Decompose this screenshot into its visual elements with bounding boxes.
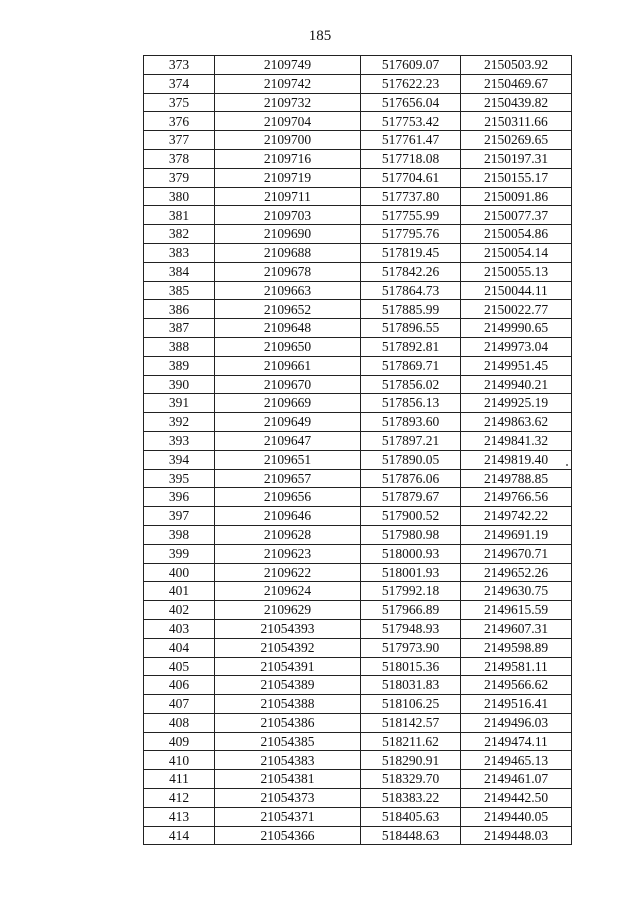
code-cell: 2109703 <box>215 206 361 225</box>
y-coordinate-cell: 2150055.13 <box>461 262 572 281</box>
row-number-cell: 398 <box>144 525 215 544</box>
table-row <box>144 431 572 450</box>
table-row <box>144 337 572 356</box>
row-number-cell: 412 <box>144 789 215 808</box>
code-cell: 2109704 <box>215 112 361 131</box>
y-coordinate-cell: 2149442.50 <box>461 789 572 808</box>
table-row <box>144 243 572 262</box>
table-row <box>144 206 572 225</box>
code-cell: 2109711 <box>215 187 361 206</box>
x-coordinate-cell: 517885.99 <box>361 300 461 319</box>
x-coordinate-cell: 517966.89 <box>361 601 461 620</box>
table-row <box>144 356 572 375</box>
x-coordinate-cell: 517897.21 <box>361 431 461 450</box>
y-coordinate-cell: 2149973.04 <box>461 337 572 356</box>
y-coordinate-cell: 2150269.65 <box>461 131 572 150</box>
row-number-cell: 394 <box>144 450 215 469</box>
code-cell: 2109623 <box>215 544 361 563</box>
code-cell: 2109716 <box>215 149 361 168</box>
row-number-cell: 400 <box>144 563 215 582</box>
y-coordinate-cell: 2150054.14 <box>461 243 572 262</box>
table-row <box>144 826 572 845</box>
row-number-cell: 375 <box>144 93 215 112</box>
x-coordinate-cell: 518383.22 <box>361 789 461 808</box>
table-row <box>144 375 572 394</box>
row-number-cell: 414 <box>144 826 215 845</box>
row-number-cell: 411 <box>144 770 215 789</box>
y-coordinate-cell: 2149841.32 <box>461 431 572 450</box>
x-coordinate-cell: 517869.71 <box>361 356 461 375</box>
code-cell: 21054366 <box>215 826 361 845</box>
x-coordinate-cell: 517656.04 <box>361 93 461 112</box>
row-number-cell: 397 <box>144 507 215 526</box>
row-number-cell: 381 <box>144 206 215 225</box>
row-number-cell: 403 <box>144 619 215 638</box>
row-number-cell: 405 <box>144 657 215 676</box>
y-coordinate-cell: 2150054.86 <box>461 225 572 244</box>
x-coordinate-cell: 517609.07 <box>361 56 461 75</box>
row-number-cell: 378 <box>144 149 215 168</box>
table-row <box>144 751 572 770</box>
table-row <box>144 676 572 695</box>
x-coordinate-cell: 517755.99 <box>361 206 461 225</box>
code-cell: 2109688 <box>215 243 361 262</box>
y-coordinate-cell: 2149819.40 <box>461 450 572 469</box>
x-coordinate-cell: 518015.36 <box>361 657 461 676</box>
y-coordinate-cell: 2150469.67 <box>461 74 572 93</box>
y-coordinate-cell: 2149516.41 <box>461 695 572 714</box>
table-row <box>144 319 572 338</box>
row-number-cell: 390 <box>144 375 215 394</box>
code-cell: 21054386 <box>215 713 361 732</box>
table-row <box>144 281 572 300</box>
row-number-cell: 379 <box>144 168 215 187</box>
stray-mark <box>566 464 568 466</box>
x-coordinate-cell: 518290.91 <box>361 751 461 770</box>
x-coordinate-cell: 518000.93 <box>361 544 461 563</box>
code-cell: 2109651 <box>215 450 361 469</box>
row-number-cell: 384 <box>144 262 215 281</box>
code-cell: 21054388 <box>215 695 361 714</box>
table-row <box>144 225 572 244</box>
x-coordinate-cell: 518405.63 <box>361 807 461 826</box>
x-coordinate-cell: 517753.42 <box>361 112 461 131</box>
x-coordinate-cell: 517704.61 <box>361 168 461 187</box>
y-coordinate-cell: 2149630.75 <box>461 582 572 601</box>
code-cell: 2109622 <box>215 563 361 582</box>
coordinates-table <box>143 55 572 845</box>
table-row <box>144 450 572 469</box>
x-coordinate-cell: 517819.45 <box>361 243 461 262</box>
y-coordinate-cell: 2150311.66 <box>461 112 572 131</box>
table-body <box>144 56 572 845</box>
row-number-cell: 393 <box>144 431 215 450</box>
x-coordinate-cell: 517622.23 <box>361 74 461 93</box>
code-cell: 2109646 <box>215 507 361 526</box>
row-number-cell: 391 <box>144 394 215 413</box>
x-coordinate-cell: 517973.90 <box>361 638 461 657</box>
y-coordinate-cell: 2149990.65 <box>461 319 572 338</box>
code-cell: 2109749 <box>215 56 361 75</box>
code-cell: 2109628 <box>215 525 361 544</box>
y-coordinate-cell: 2150155.17 <box>461 168 572 187</box>
x-coordinate-cell: 517948.93 <box>361 619 461 638</box>
x-coordinate-cell: 518448.63 <box>361 826 461 845</box>
y-coordinate-cell: 2149440.05 <box>461 807 572 826</box>
x-coordinate-cell: 517879.67 <box>361 488 461 507</box>
code-cell: 2109624 <box>215 582 361 601</box>
y-coordinate-cell: 2149496.03 <box>461 713 572 732</box>
code-cell: 2109657 <box>215 469 361 488</box>
row-number-cell: 377 <box>144 131 215 150</box>
y-coordinate-cell: 2149607.31 <box>461 619 572 638</box>
y-coordinate-cell: 2149766.56 <box>461 488 572 507</box>
y-coordinate-cell: 2149788.85 <box>461 469 572 488</box>
x-coordinate-cell: 517890.05 <box>361 450 461 469</box>
code-cell: 2109650 <box>215 337 361 356</box>
code-cell: 2109647 <box>215 431 361 450</box>
table-row <box>144 544 572 563</box>
row-number-cell: 387 <box>144 319 215 338</box>
table-row <box>144 469 572 488</box>
code-cell: 2109648 <box>215 319 361 338</box>
code-cell: 2109629 <box>215 601 361 620</box>
code-cell: 2109652 <box>215 300 361 319</box>
x-coordinate-cell: 518106.25 <box>361 695 461 714</box>
table-row <box>144 507 572 526</box>
table-row <box>144 488 572 507</box>
code-cell: 2109700 <box>215 131 361 150</box>
row-number-cell: 376 <box>144 112 215 131</box>
y-coordinate-cell: 2149581.11 <box>461 657 572 676</box>
x-coordinate-cell: 518142.57 <box>361 713 461 732</box>
row-number-cell: 388 <box>144 337 215 356</box>
row-number-cell: 374 <box>144 74 215 93</box>
y-coordinate-cell: 2149461.07 <box>461 770 572 789</box>
row-number-cell: 392 <box>144 413 215 432</box>
code-cell: 21054371 <box>215 807 361 826</box>
y-coordinate-cell: 2150077.37 <box>461 206 572 225</box>
y-coordinate-cell: 2149742.22 <box>461 507 572 526</box>
code-cell: 21054381 <box>215 770 361 789</box>
table-row <box>144 638 572 657</box>
code-cell: 2109656 <box>215 488 361 507</box>
table-row <box>144 657 572 676</box>
code-cell: 2109690 <box>215 225 361 244</box>
code-cell: 21054385 <box>215 732 361 751</box>
x-coordinate-cell: 517896.55 <box>361 319 461 338</box>
row-number-cell: 373 <box>144 56 215 75</box>
code-cell: 2109663 <box>215 281 361 300</box>
table-row <box>144 149 572 168</box>
code-cell: 2109669 <box>215 394 361 413</box>
y-coordinate-cell: 2149474.11 <box>461 732 572 751</box>
row-number-cell: 410 <box>144 751 215 770</box>
y-coordinate-cell: 2149691.19 <box>461 525 572 544</box>
x-coordinate-cell: 518001.93 <box>361 563 461 582</box>
table-row <box>144 168 572 187</box>
x-coordinate-cell: 518031.83 <box>361 676 461 695</box>
table-row <box>144 112 572 131</box>
x-coordinate-cell: 518329.70 <box>361 770 461 789</box>
table-row <box>144 601 572 620</box>
x-coordinate-cell: 517718.08 <box>361 149 461 168</box>
y-coordinate-cell: 2149951.45 <box>461 356 572 375</box>
code-cell: 21054393 <box>215 619 361 638</box>
y-coordinate-cell: 2149925.19 <box>461 394 572 413</box>
x-coordinate-cell: 517864.73 <box>361 281 461 300</box>
table-row <box>144 300 572 319</box>
table-row <box>144 732 572 751</box>
code-cell: 21054391 <box>215 657 361 676</box>
row-number-cell: 402 <box>144 601 215 620</box>
x-coordinate-cell: 517761.47 <box>361 131 461 150</box>
x-coordinate-cell: 517795.76 <box>361 225 461 244</box>
row-number-cell: 407 <box>144 695 215 714</box>
table-row <box>144 74 572 93</box>
code-cell: 21054392 <box>215 638 361 657</box>
y-coordinate-cell: 2150503.92 <box>461 56 572 75</box>
table-row <box>144 187 572 206</box>
table-row <box>144 131 572 150</box>
x-coordinate-cell: 517980.98 <box>361 525 461 544</box>
row-number-cell: 395 <box>144 469 215 488</box>
y-coordinate-cell: 2149670.71 <box>461 544 572 563</box>
y-coordinate-cell: 2150439.82 <box>461 93 572 112</box>
row-number-cell: 380 <box>144 187 215 206</box>
x-coordinate-cell: 517856.13 <box>361 394 461 413</box>
code-cell: 21054389 <box>215 676 361 695</box>
x-coordinate-cell: 517892.81 <box>361 337 461 356</box>
x-coordinate-cell: 517893.60 <box>361 413 461 432</box>
table-row <box>144 713 572 732</box>
x-coordinate-cell: 517900.52 <box>361 507 461 526</box>
y-coordinate-cell: 2150197.31 <box>461 149 572 168</box>
row-number-cell: 396 <box>144 488 215 507</box>
row-number-cell: 404 <box>144 638 215 657</box>
table-row <box>144 93 572 112</box>
y-coordinate-cell: 2149448.03 <box>461 826 572 845</box>
table-row <box>144 582 572 601</box>
row-number-cell: 401 <box>144 582 215 601</box>
table-row <box>144 807 572 826</box>
y-coordinate-cell: 2149566.62 <box>461 676 572 695</box>
row-number-cell: 413 <box>144 807 215 826</box>
table-row <box>144 695 572 714</box>
row-number-cell: 386 <box>144 300 215 319</box>
row-number-cell: 389 <box>144 356 215 375</box>
y-coordinate-cell: 2149940.21 <box>461 375 572 394</box>
code-cell: 2109732 <box>215 93 361 112</box>
code-cell: 2109719 <box>215 168 361 187</box>
y-coordinate-cell: 2150044.11 <box>461 281 572 300</box>
table-row <box>144 563 572 582</box>
x-coordinate-cell: 518211.62 <box>361 732 461 751</box>
row-number-cell: 383 <box>144 243 215 262</box>
y-coordinate-cell: 2149863.62 <box>461 413 572 432</box>
x-coordinate-cell: 517842.26 <box>361 262 461 281</box>
table-row <box>144 413 572 432</box>
code-cell: 21054373 <box>215 789 361 808</box>
code-cell: 2109649 <box>215 413 361 432</box>
row-number-cell: 382 <box>144 225 215 244</box>
row-number-cell: 385 <box>144 281 215 300</box>
x-coordinate-cell: 517737.80 <box>361 187 461 206</box>
table-row <box>144 770 572 789</box>
y-coordinate-cell: 2149465.13 <box>461 751 572 770</box>
y-coordinate-cell: 2149598.89 <box>461 638 572 657</box>
row-number-cell: 406 <box>144 676 215 695</box>
x-coordinate-cell: 517992.18 <box>361 582 461 601</box>
y-coordinate-cell: 2149615.59 <box>461 601 572 620</box>
page-number: 185 <box>308 28 332 44</box>
y-coordinate-cell: 2150091.86 <box>461 187 572 206</box>
row-number-cell: 408 <box>144 713 215 732</box>
code-cell: 2109678 <box>215 262 361 281</box>
table-row <box>144 394 572 413</box>
code-cell: 21054383 <box>215 751 361 770</box>
table-row <box>144 56 572 75</box>
x-coordinate-cell: 517876.06 <box>361 469 461 488</box>
y-coordinate-cell: 2150022.77 <box>461 300 572 319</box>
x-coordinate-cell: 517856.02 <box>361 375 461 394</box>
table-row <box>144 262 572 281</box>
row-number-cell: 409 <box>144 732 215 751</box>
code-cell: 2109742 <box>215 74 361 93</box>
row-number-cell: 399 <box>144 544 215 563</box>
table-row <box>144 619 572 638</box>
code-cell: 2109670 <box>215 375 361 394</box>
table-row <box>144 525 572 544</box>
y-coordinate-cell: 2149652.26 <box>461 563 572 582</box>
table-row <box>144 789 572 808</box>
code-cell: 2109661 <box>215 356 361 375</box>
